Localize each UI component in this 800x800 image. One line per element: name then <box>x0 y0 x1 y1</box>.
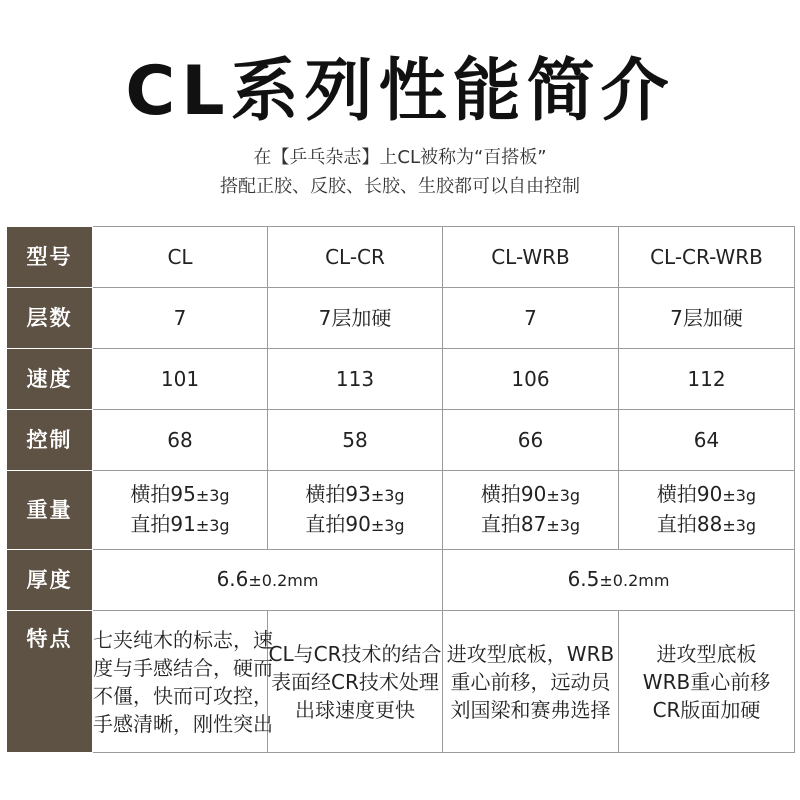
row-control <box>7 410 795 471</box>
shakehand-weight: 横拍90±3g <box>656 482 757 506</box>
weight-cell <box>443 471 619 550</box>
row-weight <box>7 471 795 550</box>
shakehand-weight: 横拍95±3g <box>130 482 230 506</box>
control-cell: 58 <box>268 410 443 471</box>
layers-cell: 7层加硬 <box>268 288 443 349</box>
row-header-control: 控制 <box>7 410 93 471</box>
row-features <box>7 611 795 753</box>
subtitle-line-1: 在【乒乓杂志】上CL被称为“百搭板” <box>253 147 547 168</box>
page-title: CL系列性能简介 <box>125 52 675 131</box>
subtitle-line-2: 搭配正胶、反胶、长胶、生胶都可以自由控制 <box>220 176 580 197</box>
thickness-cell: 6.5±0.2mm <box>443 550 795 611</box>
row-header-features: 特点 <box>7 611 93 753</box>
penhold-weight: 直拍88±3g <box>656 512 757 536</box>
features-cell: 七夹纯木的标志，速 度与手感结合，硬而 不僵，快而可攻控， 手感清晰，刚性突出 <box>93 611 268 753</box>
row-model <box>7 227 795 288</box>
model-cell: CL-CR <box>268 227 443 288</box>
spec-table <box>6 226 795 753</box>
speed-cell: 112 <box>619 349 795 410</box>
control-cell: 66 <box>443 410 619 471</box>
features-cell: CL与CR技术的结合 表面经CR技术处理 出球速度更快 <box>268 611 443 753</box>
layers-cell: 7 <box>443 288 619 349</box>
speed-cell: 106 <box>443 349 619 410</box>
shakehand-weight: 横拍93±3g <box>305 482 405 506</box>
model-cell: CL <box>93 227 268 288</box>
layers-cell: 7层加硬 <box>619 288 795 349</box>
shakehand-weight: 横拍90±3g <box>480 482 581 506</box>
control-cell: 68 <box>93 410 268 471</box>
thickness-cell: 6.6±0.2mm <box>93 550 443 611</box>
control-cell: 64 <box>619 410 795 471</box>
features-cell: 进攻型底板 WRB重心前移 CR版面加硬 <box>619 611 795 753</box>
weight-cell <box>619 471 795 550</box>
row-header-weight: 重量 <box>7 471 93 550</box>
features-cell: 进攻型底板，WRB 重心前移，远动员 刘国梁和赛弗选择 <box>443 611 619 753</box>
row-layers <box>7 288 795 349</box>
layers-cell: 7 <box>93 288 268 349</box>
weight-cell <box>93 471 268 550</box>
penhold-weight: 直拍87±3g <box>480 512 581 536</box>
penhold-weight: 直拍90±3g <box>305 512 405 536</box>
model-cell: CL-CR-WRB <box>619 227 795 288</box>
row-header-speed: 速度 <box>7 349 93 410</box>
speed-cell: 101 <box>93 349 268 410</box>
row-thickness <box>7 550 795 611</box>
row-header-layers: 层数 <box>7 288 93 349</box>
row-header-thickness: 厚度 <box>7 550 93 611</box>
row-header-model: 型号 <box>7 227 93 288</box>
penhold-weight: 直拍91±3g <box>130 512 230 536</box>
model-cell: CL-WRB <box>443 227 619 288</box>
speed-cell: 113 <box>268 349 443 410</box>
weight-cell <box>268 471 443 550</box>
row-speed <box>7 349 795 410</box>
